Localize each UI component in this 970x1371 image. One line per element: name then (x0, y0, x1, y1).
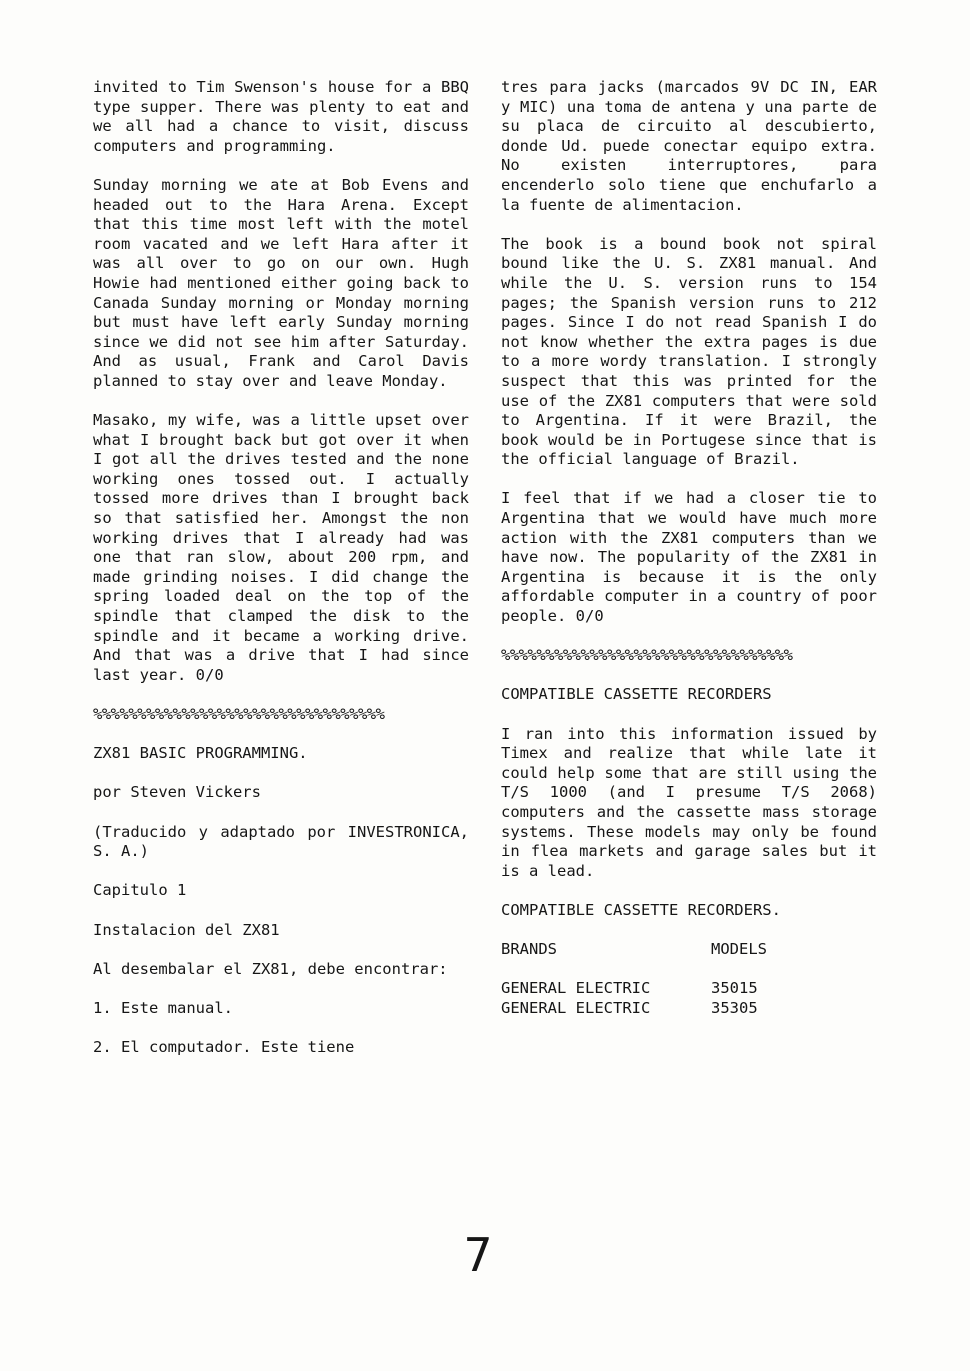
brand-cell: GENERAL ELECTRIC (501, 979, 651, 998)
table-heading: COMPATIBLE CASSETTE RECORDERS. (501, 900, 781, 919)
paragraph-sunday-morning: Sunday morning we ate at Bob Evens and headed out to the Hara Arena. Except that this time most left with the motel room vacated and we left Hara after it was all over to go on our own. Hugh Howie had mentioned either going back to Canada Sunday morning or Monday morning but must have left early Sunday morning since we did not see him after Saturday. And as usual, Frank and Carol Davis planned to stay over and leave Monday. (93, 175, 479, 390)
table-row (501, 999, 767, 1019)
brands-header: BRANDS (501, 940, 557, 959)
separator-line: %%%%%%%%%%%%%%%%%%%%%%%%%%%%%%%%% (93, 705, 385, 723)
separator-line: %%%%%%%%%%%%%%%%%%%%%%%%%%%%%%%%% (501, 646, 793, 665)
section-heading: COMPATIBLE CASSETTE RECORDERS (501, 685, 772, 704)
table-header-row (501, 940, 767, 960)
left-column (93, 78, 479, 1058)
list-item: 2. El computador. Este tiene (93, 1038, 355, 1057)
book-title: ZX81 BASIC PROGRAMMING. (93, 744, 308, 763)
chapter-title: Capitulo 1 (93, 881, 187, 900)
model-cell: 35015 (711, 979, 758, 998)
paragraph-timex-info: I ran into this information issued by Timex and realize that while late it could help some that are still using the T/S 1000 (and I presume T/S 2068) computers and the cassette mass storage systems. These models may only be found in flea markets and garage sales but it is a lead. (501, 724, 887, 880)
unpacking-intro: Al desembalar el ZX81, debe encontrar: (93, 959, 448, 978)
page-number: 7 (463, 1228, 493, 1282)
brand-cell: GENERAL ELECTRIC (501, 998, 651, 1017)
paragraph-bbq-supper: invited to Tim Swenson's house for a BBQ type supper. There was plenty to eat and we all had a chance to visit, discuss computers and programming. (93, 78, 479, 155)
recorder-table (501, 940, 767, 1018)
table-spacer (501, 960, 767, 980)
model-cell: 35305 (711, 998, 758, 1017)
paragraph-masako: Masako, my wife, was a little upset over what I brought back but got over it when I got all the drives tested and the none working ones tossed out. I actually tossed more drives than I brought back so that satisfied her. Amongst the non working drives that I already had was one that ran slow, about 200 rpm, and made grinding noises. I did change the spring loaded deal on the top of the spindle that clamped the disk to the spindle and it became a working drive. And that was a drive that I had since last year. 0/0 (93, 411, 479, 684)
paragraph-argentina: I feel that if we had a closer tie to Argentina that we would have much more action with the ZX81 computers than we have now. The popularity of the ZX81 in Argentina is because it is the only affordable computer in a country of poor people. 0/0 (501, 489, 887, 626)
list-item: 1. Este manual. (93, 998, 233, 1017)
book-author: por Steven Vickers (93, 783, 261, 802)
paragraph-bound-book: The book is a bound book not spiral bound like the U. S. ZX81 manual. And while the U. S. version runs to 154 pages; the Spanish version runs to 212 pages. Since I do not read Spanish I do not know whether the extra pages is due to a more wordy translation. I strongly suspect that this was printed for the use of the ZX81 computers that were sold to Argentina. If it were Brazil, the book would be in Portugese since that is the official language of Brazil. (501, 234, 887, 469)
section-title: Instalacion del ZX81 (93, 920, 280, 939)
paragraph-jacks: tres para jacks (marcados 9V DC IN, EAR y MIC) una toma de antena y una parte de su placa de circuito al descubierto, donde Ud. puede conectar equipo extra. No existen interruptores, para encenderlo solo tiene que enchufarlo a la fuente de alimentacion. (501, 78, 887, 214)
translation-credit: (Traducido y adaptado por INVESTRONICA, S. A.) (93, 822, 479, 861)
right-column (501, 78, 887, 1019)
table-row (501, 979, 767, 999)
models-header: MODELS (711, 940, 767, 959)
